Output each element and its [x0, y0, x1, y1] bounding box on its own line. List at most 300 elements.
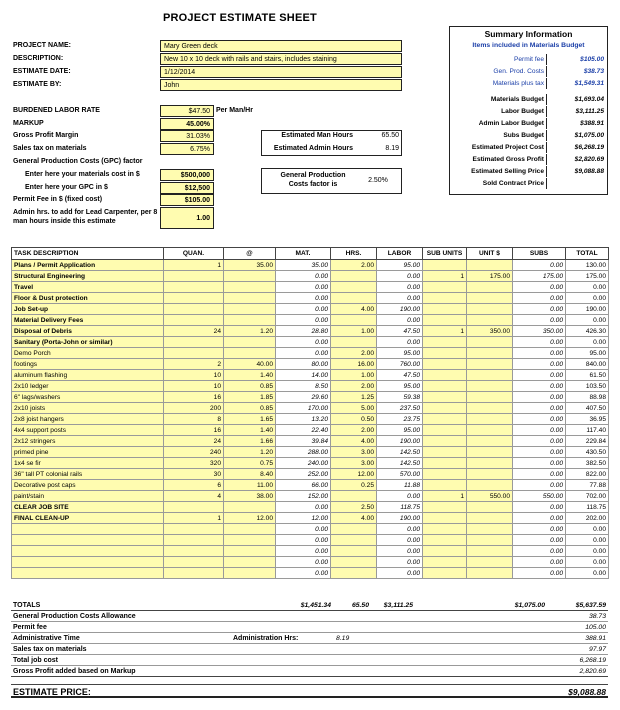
column-header: TASK DESCRIPTION	[12, 248, 164, 260]
value-cell[interactable]: 12.00	[224, 513, 276, 524]
task-cell[interactable]	[12, 524, 164, 535]
value-cell[interactable]	[423, 370, 467, 381]
value-cell[interactable]	[331, 271, 377, 282]
value-cell[interactable]	[164, 524, 224, 535]
value-cell[interactable]	[423, 546, 467, 557]
value-cell[interactable]	[423, 425, 467, 436]
value-cell[interactable]	[467, 568, 513, 579]
task-cell[interactable]: 2x8 joist hangers	[12, 414, 164, 425]
value-cell: 0.00	[276, 271, 331, 282]
value-cell[interactable]	[467, 513, 513, 524]
tax-field[interactable]: 6.75%	[160, 143, 214, 155]
value-cell[interactable]	[467, 480, 513, 491]
value-cell: 175.00	[513, 271, 566, 282]
value-cell[interactable]	[467, 381, 513, 392]
table-row	[12, 436, 609, 447]
value-cell[interactable]: 1.00	[331, 326, 377, 337]
value-cell: 0.00	[513, 293, 566, 304]
task-cell[interactable]: Decorative post caps	[12, 480, 164, 491]
value-cell[interactable]	[164, 337, 224, 348]
value-cell[interactable]: 1	[423, 491, 467, 502]
value-cell[interactable]	[224, 568, 276, 579]
value-cell[interactable]: 6	[164, 480, 224, 491]
value-cell[interactable]	[164, 315, 224, 326]
value-cell[interactable]: 1.65	[224, 414, 276, 425]
summary-label: Subs Budget	[503, 132, 544, 139]
value-cell[interactable]	[224, 304, 276, 315]
value-cell: 0.00	[377, 557, 423, 568]
value-cell[interactable]	[224, 337, 276, 348]
value-cell[interactable]: 11.00	[224, 480, 276, 491]
task-cell[interactable]: Sanitary (Porta-John or similar)	[12, 337, 164, 348]
value-cell[interactable]: 40.00	[224, 359, 276, 370]
value-cell[interactable]	[467, 458, 513, 469]
value-cell[interactable]: 1	[164, 513, 224, 524]
value-cell[interactable]	[164, 502, 224, 513]
value-cell[interactable]: 16	[164, 425, 224, 436]
value-cell[interactable]: 1	[423, 326, 467, 337]
value-cell[interactable]	[423, 337, 467, 348]
value-cell[interactable]	[331, 337, 377, 348]
value-cell[interactable]	[164, 271, 224, 282]
table-row	[12, 502, 609, 513]
value-cell[interactable]	[224, 535, 276, 546]
value-cell[interactable]: 4.00	[331, 436, 377, 447]
value-cell[interactable]	[423, 458, 467, 469]
value-cell[interactable]: 2.00	[331, 425, 377, 436]
admin-hrs-label: Administration Hrs:	[233, 635, 299, 642]
table-row	[12, 260, 609, 271]
task-cell[interactable]: 2x12 stringers	[12, 436, 164, 447]
task-cell[interactable]: 36" tall PT colonial rails	[12, 469, 164, 480]
value-cell: 28.80	[276, 326, 331, 337]
value-cell[interactable]: 16.00	[331, 359, 377, 370]
value-cell: 0.00	[377, 568, 423, 579]
value-cell: 118.75	[566, 502, 609, 513]
permit-row-label: Permit fee	[13, 624, 47, 631]
value-cell: 0.00	[513, 260, 566, 271]
permit-row	[11, 622, 608, 633]
value-cell: 0.00	[513, 392, 566, 403]
value-cell[interactable]: 2.00	[331, 348, 377, 359]
task-cell[interactable]: Material Delivery Fees	[12, 315, 164, 326]
value-cell[interactable]	[467, 414, 513, 425]
value-cell[interactable]	[423, 557, 467, 568]
value-cell[interactable]: 12.00	[331, 469, 377, 480]
task-cell[interactable]: primed pine	[12, 447, 164, 458]
task-cell[interactable]: 2x10 ledger	[12, 381, 164, 392]
summary-value: $1,693.04	[546, 94, 606, 105]
table-row	[12, 315, 609, 326]
column-header: LABOR	[377, 248, 423, 260]
value-cell[interactable]	[224, 524, 276, 535]
summary-label: Admin Labor Budget	[478, 120, 544, 127]
value-cell[interactable]: 8.40	[224, 469, 276, 480]
value-cell[interactable]: 1.25	[331, 392, 377, 403]
value-cell: 95.00	[377, 425, 423, 436]
summary-value: $3,111.25	[546, 106, 606, 117]
value-cell: 0.00	[513, 370, 566, 381]
value-cell[interactable]	[423, 436, 467, 447]
gpc-input-field[interactable]: $12,500	[160, 182, 214, 194]
summary-value: $6,268.19	[546, 142, 606, 153]
estimate-by-field[interactable]: John	[160, 79, 402, 91]
value-cell[interactable]	[467, 557, 513, 568]
value-cell[interactable]: 10	[164, 381, 224, 392]
value-cell[interactable]	[224, 546, 276, 557]
value-cell: 252.00	[276, 469, 331, 480]
value-cell[interactable]: 4.00	[331, 513, 377, 524]
value-cell[interactable]	[331, 535, 377, 546]
value-cell[interactable]: 1.00	[331, 370, 377, 381]
value-cell[interactable]	[164, 557, 224, 568]
gross-profit-value: 2,820.69	[579, 668, 606, 675]
value-cell[interactable]: 0.85	[224, 403, 276, 414]
value-cell[interactable]	[224, 315, 276, 326]
value-cell: 0.00	[276, 304, 331, 315]
value-cell[interactable]	[423, 392, 467, 403]
value-cell[interactable]	[423, 293, 467, 304]
value-cell[interactable]	[423, 359, 467, 370]
value-cell[interactable]	[224, 348, 276, 359]
value-cell[interactable]	[423, 535, 467, 546]
value-cell[interactable]: 5.00	[331, 403, 377, 414]
value-cell: 130.00	[566, 260, 609, 271]
totals-label: TOTALS	[13, 602, 41, 609]
value-cell: 0.00	[566, 568, 609, 579]
value-cell[interactable]: 350.00	[467, 326, 513, 337]
permit-fee-field[interactable]: $105.00	[160, 194, 214, 206]
value-cell[interactable]	[467, 524, 513, 535]
task-cell[interactable]	[12, 568, 164, 579]
est-man-hours-value: 65.50	[381, 132, 399, 139]
value-cell: 190.00	[377, 513, 423, 524]
totals-total: $5,637.59	[575, 602, 606, 609]
value-cell[interactable]	[224, 271, 276, 282]
task-cell[interactable]: footings	[12, 359, 164, 370]
summary-label: Labor Budget	[501, 108, 544, 115]
value-cell[interactable]	[423, 469, 467, 480]
value-cell[interactable]: 200	[164, 403, 224, 414]
value-cell[interactable]: 4.00	[331, 304, 377, 315]
task-cell[interactable]: 4x4 support posts	[12, 425, 164, 436]
value-cell: 142.50	[377, 458, 423, 469]
summary-subtitle: Items included in Materials Budget	[472, 42, 585, 49]
value-cell: 170.00	[276, 403, 331, 414]
value-cell: 0.00	[276, 546, 331, 557]
value-cell[interactable]: 30	[164, 469, 224, 480]
task-cell[interactable]	[12, 535, 164, 546]
value-cell[interactable]	[331, 293, 377, 304]
value-cell[interactable]	[467, 337, 513, 348]
value-cell[interactable]	[224, 293, 276, 304]
value-cell: 0.00	[377, 282, 423, 293]
value-cell[interactable]	[224, 282, 276, 293]
value-cell: 0.00	[566, 315, 609, 326]
summary-value: $9,088.88	[546, 166, 606, 177]
value-cell: 39.84	[276, 436, 331, 447]
value-cell[interactable]	[224, 557, 276, 568]
table-row	[12, 326, 609, 337]
value-cell[interactable]	[467, 403, 513, 414]
value-cell[interactable]: 2.00	[331, 381, 377, 392]
value-cell[interactable]	[423, 282, 467, 293]
gpc-factor-label-1: General Production	[280, 172, 346, 179]
value-cell[interactable]: 38.00	[224, 491, 276, 502]
value-cell[interactable]	[423, 447, 467, 458]
table-row	[12, 546, 609, 557]
table-row	[12, 535, 609, 546]
value-cell: 190.00	[377, 436, 423, 447]
value-cell: 0.00	[566, 293, 609, 304]
task-cell[interactable]: Travel	[12, 282, 164, 293]
value-cell[interactable]	[164, 568, 224, 579]
value-cell: 0.00	[566, 546, 609, 557]
value-cell[interactable]: 0.85	[224, 381, 276, 392]
value-cell: 95.00	[377, 260, 423, 271]
value-cell[interactable]	[467, 370, 513, 381]
value-cell[interactable]	[331, 282, 377, 293]
value-cell[interactable]	[164, 348, 224, 359]
value-cell[interactable]: 3.00	[331, 458, 377, 469]
value-cell[interactable]	[423, 513, 467, 524]
gpm-field: 31.03%	[160, 130, 214, 142]
value-cell[interactable]	[423, 304, 467, 315]
table-row	[12, 337, 609, 348]
page-title: PROJECT ESTIMATE SHEET	[163, 12, 317, 24]
value-cell[interactable]	[423, 315, 467, 326]
value-cell[interactable]	[423, 348, 467, 359]
value-cell[interactable]	[331, 546, 377, 557]
value-cell[interactable]	[467, 315, 513, 326]
table-row	[12, 293, 609, 304]
value-cell: 0.00	[513, 304, 566, 315]
permit-row-value: 105.00	[585, 624, 606, 631]
value-cell: 29.60	[276, 392, 331, 403]
value-cell: 0.00	[276, 524, 331, 535]
value-cell[interactable]	[331, 315, 377, 326]
task-cell[interactable]: Disposal of Debris	[12, 326, 164, 337]
table-row	[12, 414, 609, 425]
value-cell: 88.98	[566, 392, 609, 403]
task-cell[interactable]	[12, 546, 164, 557]
task-cell[interactable]: Demo Porch	[12, 348, 164, 359]
table-row	[12, 370, 609, 381]
totals-subs: $1,075.00	[514, 602, 545, 609]
estimate-date-field[interactable]: 1/12/2014	[160, 66, 402, 78]
value-cell[interactable]: 3.00	[331, 447, 377, 458]
permit-fee-label: Permit Fee in $ (fixed cost)	[13, 196, 103, 203]
value-cell[interactable]: 10	[164, 370, 224, 381]
value-cell: 61.50	[566, 370, 609, 381]
estimate-price-label: ESTIMATE PRICE:	[13, 687, 91, 697]
value-cell[interactable]	[467, 348, 513, 359]
task-cell[interactable]: Job Set-up	[12, 304, 164, 315]
value-cell: 0.00	[513, 348, 566, 359]
value-cell: 0.00	[566, 337, 609, 348]
value-cell[interactable]	[467, 469, 513, 480]
markup-field[interactable]: 45.00%	[160, 118, 214, 130]
task-cell[interactable]: CLEAR JOB SITE	[12, 502, 164, 513]
value-cell[interactable]: 240	[164, 447, 224, 458]
value-cell[interactable]: 0.50	[331, 414, 377, 425]
materials-cost-label: Enter here your materials cost in $	[25, 171, 140, 178]
value-cell[interactable]	[423, 502, 467, 513]
value-cell[interactable]: 2.00	[331, 260, 377, 271]
est-man-hours-label: Estimated Man Hours	[281, 132, 353, 139]
value-cell: 702.00	[566, 491, 609, 502]
value-cell: 0.00	[276, 337, 331, 348]
value-cell[interactable]	[467, 447, 513, 458]
task-cell[interactable]: Plans / Permit Application	[12, 260, 164, 271]
value-cell[interactable]: 1.66	[224, 436, 276, 447]
task-cell[interactable]: FINAL CLEAN-UP	[12, 513, 164, 524]
table-row	[12, 271, 609, 282]
value-cell[interactable]	[164, 304, 224, 315]
project-name-field[interactable]: Mary Green deck	[160, 40, 402, 52]
materials-cost-field[interactable]: $500,000	[160, 169, 214, 181]
task-cell[interactable]: paint/stain	[12, 491, 164, 502]
value-cell[interactable]	[467, 260, 513, 271]
labor-rate-field[interactable]: $47.50	[160, 105, 214, 117]
value-cell: 288.00	[276, 447, 331, 458]
value-cell[interactable]	[164, 535, 224, 546]
value-cell[interactable]	[224, 502, 276, 513]
totals-mat: $1,451.34	[300, 602, 331, 609]
value-cell: 35.00	[276, 260, 331, 271]
value-cell: 0.00	[276, 502, 331, 513]
task-cell[interactable]: 1x4 se fir	[12, 458, 164, 469]
table-row	[12, 557, 609, 568]
value-cell[interactable]	[423, 414, 467, 425]
task-cell[interactable]: aluminum flashing	[12, 370, 164, 381]
value-cell[interactable]: 4	[164, 491, 224, 502]
value-cell: 0.00	[377, 315, 423, 326]
estimate-date-label: ESTIMATE DATE:	[13, 68, 71, 75]
description-field[interactable]: New 10 x 10 deck with rails and stairs, includes staining	[160, 53, 402, 65]
value-cell: 0.00	[513, 557, 566, 568]
value-cell[interactable]: 8	[164, 414, 224, 425]
value-cell[interactable]	[423, 381, 467, 392]
column-header: SUB UNITS	[423, 248, 467, 260]
value-cell[interactable]: 1.40	[224, 425, 276, 436]
value-cell[interactable]	[423, 568, 467, 579]
value-cell[interactable]	[331, 557, 377, 568]
admin-hours-label-2: man hours inside this estimate	[13, 218, 116, 225]
value-cell[interactable]	[331, 524, 377, 535]
value-cell: 550.00	[513, 491, 566, 502]
task-cell[interactable]: 6" lags/washers	[12, 392, 164, 403]
table-row	[12, 568, 609, 579]
markup-label: MARKUP	[13, 120, 44, 127]
value-cell[interactable]	[164, 546, 224, 557]
task-cell[interactable]: Structural Engineering	[12, 271, 164, 282]
value-cell[interactable]: 1.40	[224, 370, 276, 381]
description-label: DESCRIPTION:	[13, 55, 64, 62]
value-cell: 840.00	[566, 359, 609, 370]
value-cell[interactable]	[467, 502, 513, 513]
table-row	[12, 403, 609, 414]
value-cell[interactable]: 24	[164, 436, 224, 447]
table-row	[12, 381, 609, 392]
value-cell[interactable]	[164, 293, 224, 304]
value-cell[interactable]	[331, 568, 377, 579]
value-cell[interactable]: 1.20	[224, 326, 276, 337]
value-cell: 0.00	[377, 293, 423, 304]
summary-value: $1,549.31	[546, 78, 606, 89]
task-cell[interactable]: Floor & Dust protection	[12, 293, 164, 304]
column-header: QUAN.	[164, 248, 224, 260]
value-cell[interactable]: 175.00	[467, 271, 513, 282]
value-cell: 237.50	[377, 403, 423, 414]
value-cell: 382.50	[566, 458, 609, 469]
value-cell[interactable]: 320	[164, 458, 224, 469]
labor-rate-unit: Per Man/Hr	[216, 107, 253, 114]
value-cell[interactable]	[467, 546, 513, 557]
value-cell[interactable]	[467, 282, 513, 293]
value-cell[interactable]: 0.25	[331, 480, 377, 491]
table-row	[12, 304, 609, 315]
value-cell[interactable]: 550.00	[467, 491, 513, 502]
value-cell[interactable]: 35.00	[224, 260, 276, 271]
value-cell[interactable]	[331, 491, 377, 502]
value-cell[interactable]	[423, 403, 467, 414]
admin-time-row	[11, 633, 608, 644]
task-cell[interactable]: 2x10 joists	[12, 403, 164, 414]
total-job-cost-value: 6,268.19	[579, 657, 606, 664]
value-cell[interactable]: 2	[164, 359, 224, 370]
value-cell[interactable]	[423, 524, 467, 535]
value-cell: 117.40	[566, 425, 609, 436]
value-cell[interactable]: 1.20	[224, 447, 276, 458]
value-cell[interactable]	[467, 425, 513, 436]
value-cell[interactable]	[467, 293, 513, 304]
summary-value: $2,820.69	[546, 154, 606, 165]
value-cell[interactable]	[467, 436, 513, 447]
table-row	[12, 359, 609, 370]
value-cell[interactable]: 1	[423, 271, 467, 282]
table-row	[12, 491, 609, 502]
value-cell[interactable]	[467, 535, 513, 546]
table-row	[12, 513, 609, 524]
admin-hours-field[interactable]: 1.00	[160, 207, 214, 229]
value-cell[interactable]	[164, 282, 224, 293]
value-cell[interactable]: 16	[164, 392, 224, 403]
value-cell: 407.50	[566, 403, 609, 414]
est-admin-hours-value: 8.19	[385, 145, 399, 152]
value-cell[interactable]	[467, 304, 513, 315]
value-cell: 426.30	[566, 326, 609, 337]
value-cell: 152.00	[276, 491, 331, 502]
summary-value: $38.73	[546, 66, 606, 77]
value-cell[interactable]	[423, 260, 467, 271]
value-cell: 0.00	[513, 315, 566, 326]
gpc-input-label: Enter here your GPC in $	[25, 184, 108, 191]
value-cell[interactable]: 1	[164, 260, 224, 271]
value-cell[interactable]	[467, 392, 513, 403]
value-cell[interactable]	[467, 359, 513, 370]
value-cell[interactable]: 1.85	[224, 392, 276, 403]
value-cell: 0.00	[513, 480, 566, 491]
value-cell[interactable]	[423, 480, 467, 491]
column-header: TOTAL	[566, 248, 609, 260]
value-cell[interactable]: 24	[164, 326, 224, 337]
value-cell[interactable]: 2.50	[331, 502, 377, 513]
value-cell: 0.00	[513, 436, 566, 447]
task-cell[interactable]	[12, 557, 164, 568]
table-row	[12, 458, 609, 469]
value-cell[interactable]: 0.75	[224, 458, 276, 469]
